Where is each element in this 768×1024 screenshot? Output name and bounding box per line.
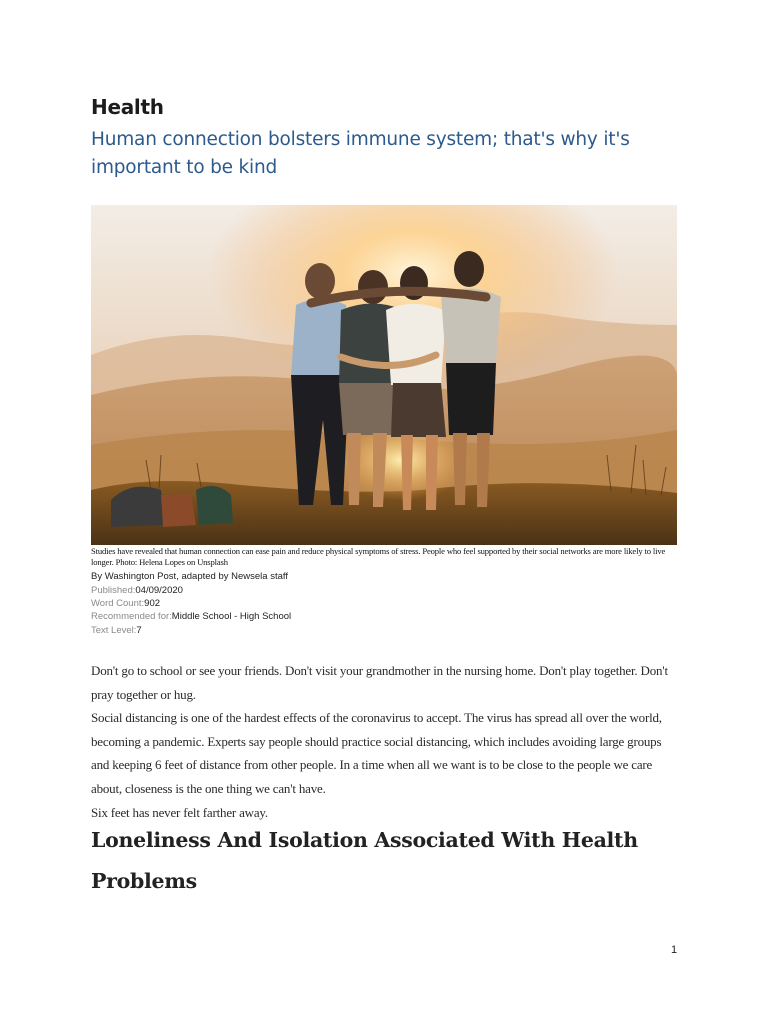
published-label: Published: [91,585,136,596]
text-level-label: Text Level: [91,625,137,636]
word-count-row [91,598,160,609]
paragraph: Social distancing is one of the hardest effects of the coronavirus to accept. The virus has spread all over the world, becoming a pandemic. Experts say people should practice social distancing, which includes avoiding large groups and keeping 6 feet of distance from other people. In a time when all we want is to be close to the people we care about, closeness is the one thing we can't have. [91,710,662,796]
recommended-label: Recommended for: [91,611,172,622]
page-number: 1 [671,944,678,956]
text-level-value: 7 [136,625,142,636]
text-level-row [91,625,142,636]
category-heading: Health [91,95,164,119]
recommended-row [91,611,291,622]
article-photo [91,205,677,545]
paragraph: Don't go to school or see your friends. Don't visit your grandmother in the nursing home. Don't play together. Don't pray together or hug. [91,663,668,702]
published-row [91,585,183,596]
word-count-label: Word Count: [91,598,145,609]
section-heading: Loneliness And Isolation Associated With Health Problems [91,828,638,893]
published-value: 04/09/2020 [135,585,183,596]
byline: By Washington Post, adapted by Newsela staff [91,571,288,582]
article-body [91,659,681,824]
article-title: Human connection bolsters immune system; that's why it's important to be kind [91,129,630,178]
recommended-value: Middle School - High School [171,611,292,622]
photo-caption: Studies have revealed that human connection can ease pain and reduce physical symptoms of stress. People who feel supported by their social networks are more likely to live longer. Photo: Helena Lopes on Unsplash [91,546,666,567]
word-count-value: 902 [144,598,161,609]
paragraph: Six feet has never felt farther away. [91,804,268,820]
